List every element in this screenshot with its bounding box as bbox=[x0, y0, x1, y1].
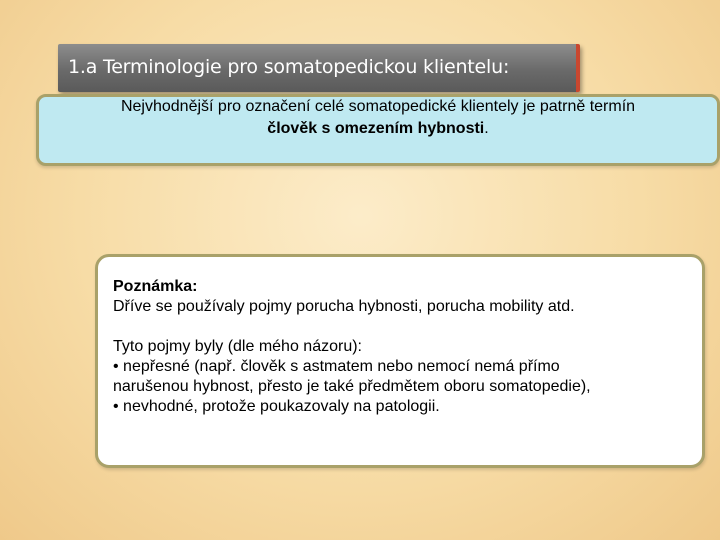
note-bullet-1: • nepřesné (např. člověk s astmatem nebo nemocí nemá přímo bbox=[113, 358, 560, 375]
note-bullet-1-continuation: narušenou hybnost, přesto je také předmětem oboru somatopedie), bbox=[113, 378, 591, 395]
slide-title: 1.a Terminologie pro somatopedickou klientelu: bbox=[68, 56, 510, 78]
definition-line: Nejvhodnější pro označení celé somatopedické klientely je patrně termín bbox=[120, 98, 636, 115]
note-heading: Poznámka: bbox=[113, 278, 198, 295]
definition-term-suffix: . bbox=[484, 120, 489, 137]
definition-text bbox=[36, 94, 720, 140]
note-bullet-2: • nevhodné, protože poukazovaly na patologii. bbox=[113, 398, 440, 415]
note-intro: Tyto pojmy byly (dle mého názoru): bbox=[113, 338, 362, 355]
note-spacer bbox=[113, 317, 693, 337]
note-box bbox=[95, 254, 705, 468]
definition-term: člověk s omezením hybnosti bbox=[267, 120, 485, 137]
note-content bbox=[113, 277, 693, 417]
definition-box bbox=[36, 94, 720, 166]
slide-title-bar bbox=[58, 44, 580, 92]
definition-term-line bbox=[36, 118, 720, 140]
note-line: Dříve se používaly pojmy porucha hybnosti, porucha mobility atd. bbox=[113, 298, 575, 315]
